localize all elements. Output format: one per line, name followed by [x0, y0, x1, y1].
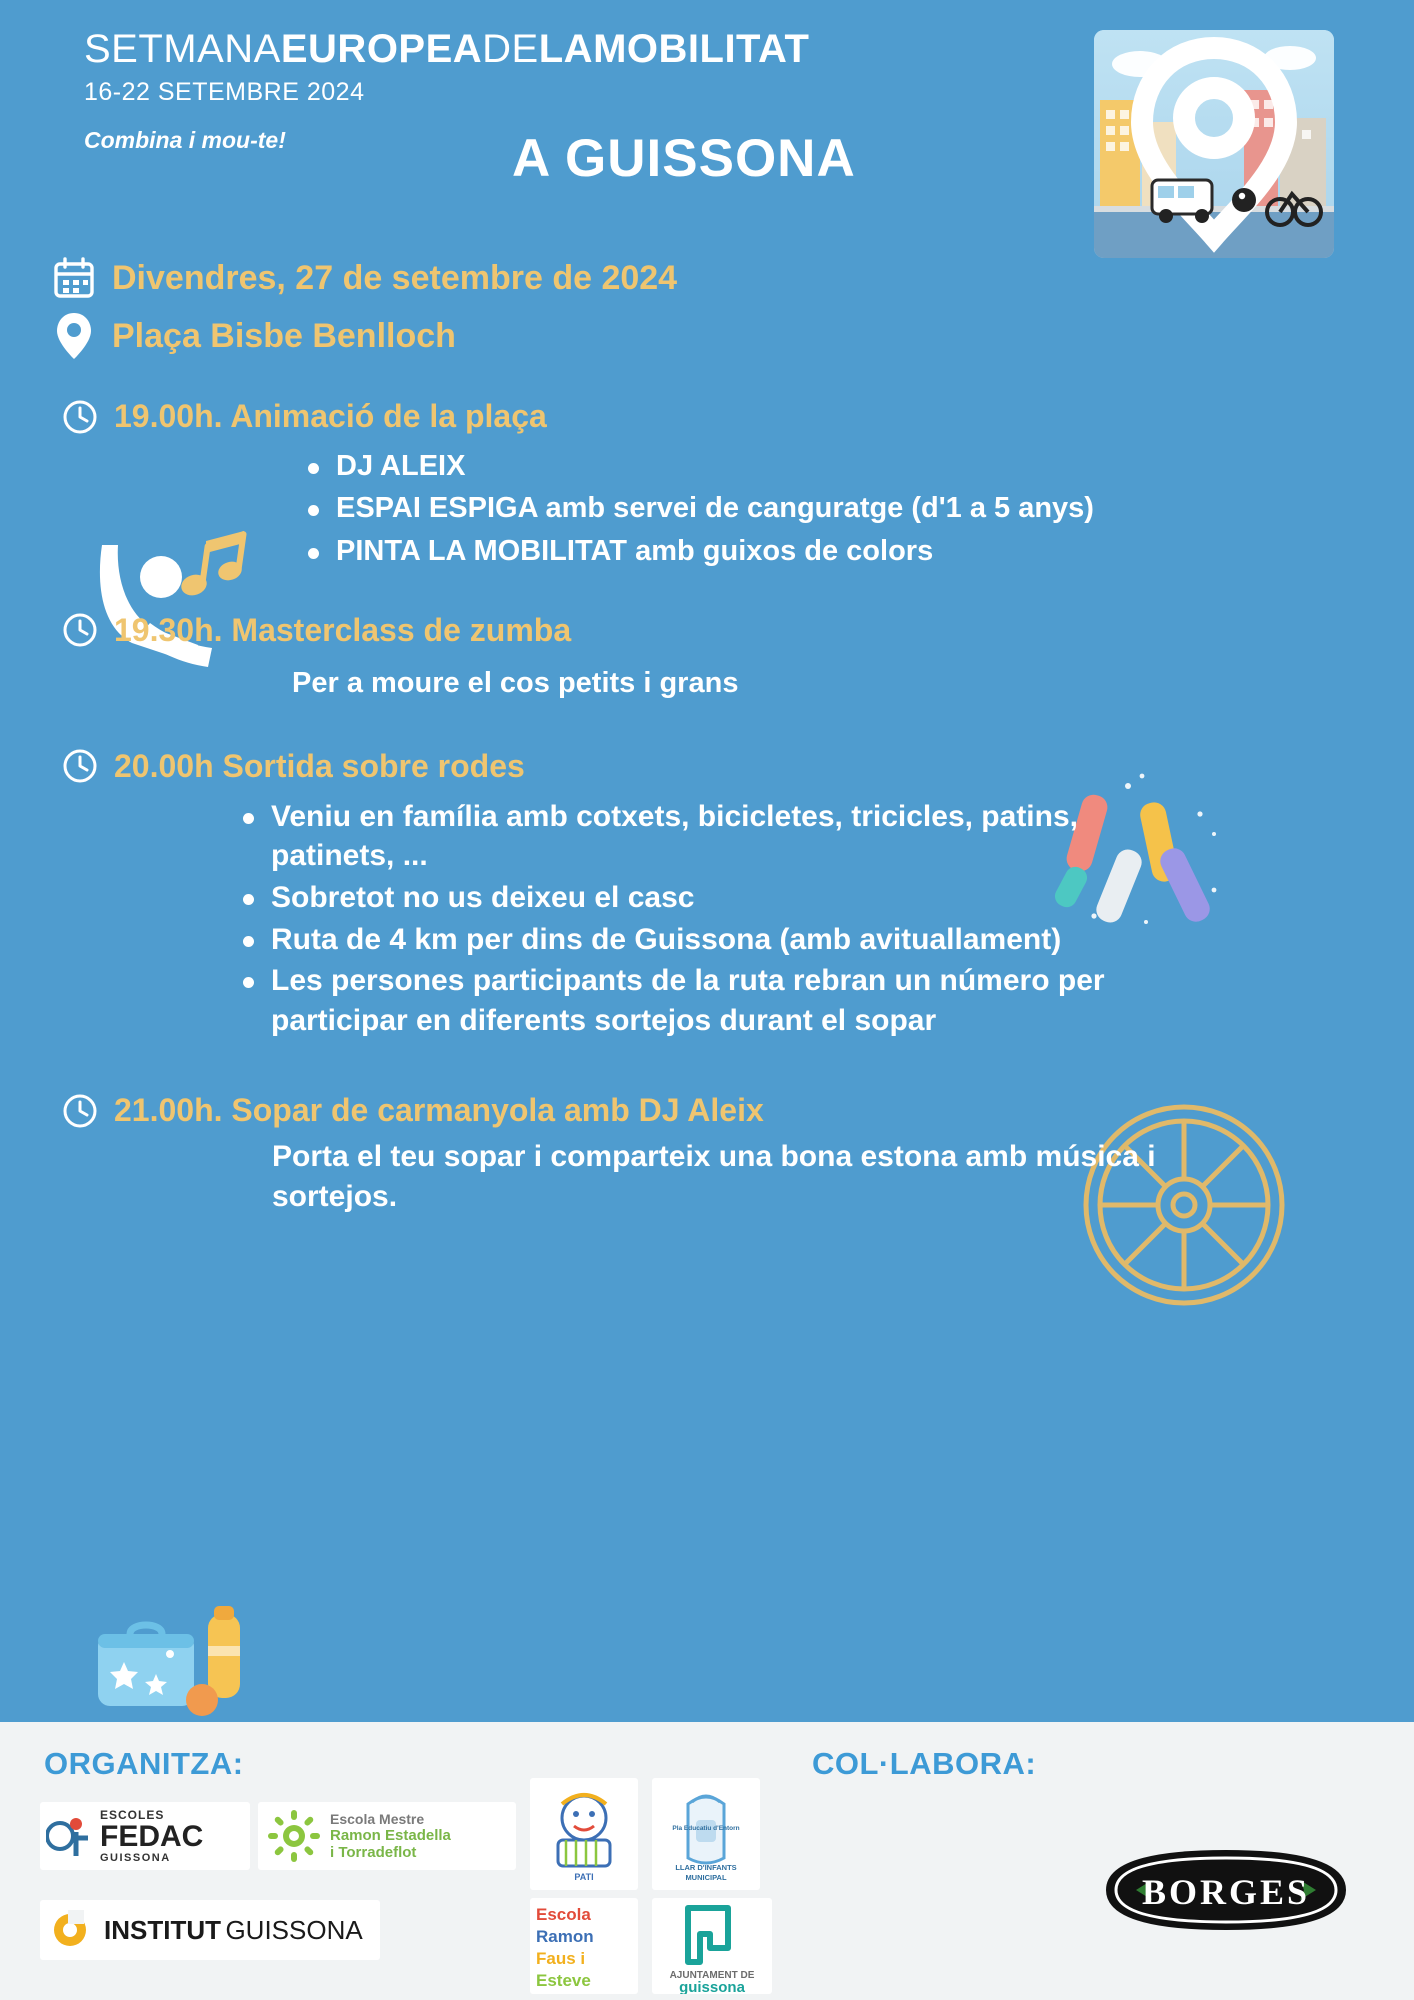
list-item: DJ ALEIX — [302, 447, 1414, 485]
section-rodes-header — [62, 748, 1414, 785]
fedac-line1: ESCOLES — [100, 1808, 165, 1822]
ramon-line2: Ramon — [536, 1927, 594, 1946]
mestre-line1: Escola Mestre — [330, 1810, 425, 1827]
meta-row-date — [52, 256, 1414, 300]
list-item: Ruta de 4 km per dins de Guissona (amb avituallament) — [237, 920, 1174, 960]
ramon-line1: Escola — [536, 1905, 591, 1924]
ramon-line4: Esteve — [536, 1971, 591, 1990]
organitza-label: ORGANITZA: — [44, 1746, 244, 1781]
section-animacio-header — [62, 398, 1414, 435]
logo-escoles-fedac-guissona — [40, 1802, 250, 1870]
institut-line2: GUISSONA — [225, 1914, 363, 1945]
mestre-line3: i Torradeflot — [330, 1844, 417, 1861]
ajuntament-line1: AJUNTAMENT DE — [669, 1970, 755, 1981]
sun-gear-icon — [268, 1810, 320, 1862]
event-title: SETMANAEUROPEADELAMOBILITAT — [84, 27, 810, 71]
clock-icon — [62, 399, 98, 435]
section-sopar-header — [62, 1092, 1414, 1129]
list-item: Sobretot no us deixeu el casc — [237, 878, 1174, 918]
section-zumba-title: 19.30h. Masterclass de zumba — [114, 611, 572, 648]
fedac-mark-icon — [46, 1812, 92, 1860]
lunchbox-bottle-icon — [90, 1600, 270, 1720]
logo-pati-dinfants-municipal — [530, 1778, 638, 1890]
section-zumba — [0, 612, 1414, 700]
section-zumba-header — [62, 612, 1414, 649]
logo-escola-ramon-faus-i-esteve — [530, 1898, 638, 1994]
poster-header — [0, 0, 1414, 250]
map-pin-icon — [52, 310, 96, 362]
logo-escola-mestre-ramon-estadella — [258, 1802, 516, 1870]
pati-label: PATI — [574, 1872, 594, 1882]
event-date: Divendres, 27 de setembre de 2024 — [112, 258, 678, 297]
section-sopar-subtitle: Porta el teu sopar i comparteix una bona estona amb música i sortejos. — [272, 1140, 1156, 1213]
llar-sub-label: Pla Educatiu d'Entorn — [672, 1825, 740, 1832]
section-zumba-subtitle: Per a moure el cos petits i grans — [292, 666, 739, 699]
section-sopar-title: 21.00h. Sopar de carmanyola amb DJ Aleix — [114, 1092, 764, 1129]
section-rodes — [0, 748, 1414, 1041]
section-animacio-list — [62, 447, 1414, 570]
clock-icon — [62, 1093, 98, 1129]
fedac-line2: FEDAC — [100, 1820, 204, 1853]
event-meta — [0, 256, 1414, 362]
collabora-label: COL·LABORA: — [812, 1746, 1037, 1781]
list-item: ESPAI ESPIGA amb servei de canguratge (d'1 a 5 anys) — [302, 489, 1414, 527]
section-rodes-list — [62, 797, 1414, 1041]
institut-mark-icon — [48, 1910, 92, 1950]
event-slogan: Combina i mou-te! — [84, 127, 286, 153]
logo-institut-guissona — [40, 1900, 380, 1960]
institut-line1: INSTITUT — [104, 1914, 221, 1945]
event-location-title: A GUISSONA — [512, 129, 856, 188]
ajuntament-line2: guissona — [679, 1979, 745, 1994]
llar-label2: MUNICIPAL — [685, 1873, 727, 1882]
event-dates: 16-22 SETEMBRE 2024 — [84, 78, 365, 106]
list-item: Les persones participants de la ruta rebran un número per participar en diferents sortejos durant el sopar — [237, 961, 1174, 1040]
fedac-line3: GUISSONA — [100, 1852, 171, 1864]
list-item: Veniu en família amb cotxets, bicicletes, tricicles, patins, patinets, ... — [237, 797, 1174, 876]
logo-borges — [1092, 1838, 1360, 1942]
poster-footer — [0, 1722, 1414, 2000]
clock-icon — [62, 612, 98, 648]
section-animacio-title: 19.00h. Animació de la plaça — [114, 398, 547, 434]
logo-llar-educativa-dentorn — [652, 1778, 760, 1890]
section-rodes-title: 20.00h Sortida sobre rodes — [114, 747, 525, 784]
meta-row-place — [52, 310, 1414, 362]
ramon-line3: Faus i — [536, 1949, 586, 1968]
section-sopar — [0, 1092, 1414, 1216]
llar-label1: LLAR D'INFANTS — [675, 1863, 737, 1872]
list-item: PINTA LA MOBILITAT amb guixos de colors — [302, 532, 1414, 570]
calendar-icon — [52, 256, 96, 300]
mestre-line2: Ramon Estadella — [330, 1826, 451, 1844]
clock-icon — [62, 748, 98, 784]
event-place: Plaça Bisbe Benlloch — [112, 316, 456, 355]
borges-label: BORGES — [1141, 1872, 1311, 1912]
mobility-pin-logo — [1094, 30, 1334, 258]
logo-ajuntament-de-guissona — [652, 1898, 772, 1994]
